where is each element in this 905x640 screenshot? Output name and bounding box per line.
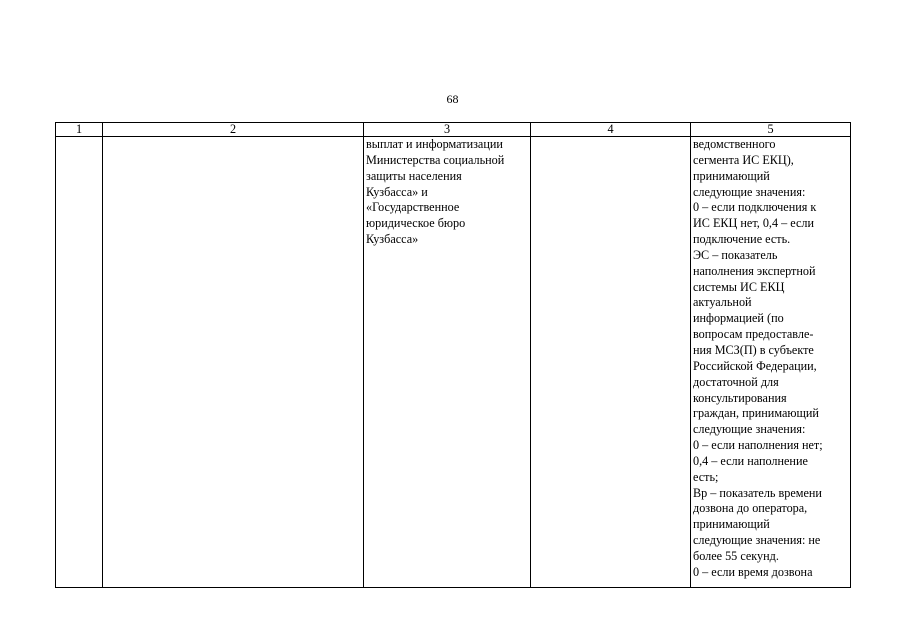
cell-text-line: принимающий xyxy=(693,517,770,532)
cell-text-line: достаточной для xyxy=(693,374,779,389)
cell-text-line: сегмента ИС ЕКЦ), xyxy=(693,152,794,167)
cell-text-line: Министерства социальной xyxy=(366,152,505,167)
document-table xyxy=(55,122,851,588)
column-header: 3 xyxy=(364,123,531,137)
cell-text-line: вопросам предоставле- xyxy=(693,327,814,342)
cell-text-line: 0 – если наполнения нет; xyxy=(693,438,823,453)
column-header: 5 xyxy=(691,123,851,137)
cell-text-line: актуальной xyxy=(693,295,752,310)
cell-text-line: следующие значения: не xyxy=(693,533,821,548)
cell-text-line: подключение есть. xyxy=(693,232,791,247)
table-cell-col1 xyxy=(56,137,103,588)
cell-text-line: Российской Федерации, xyxy=(693,358,817,373)
cell-text-line: системы ИС ЕКЦ xyxy=(693,279,785,294)
table-cell-col3 xyxy=(364,137,531,588)
cell-text-line: защиты населения xyxy=(366,168,462,183)
page-number: 68 xyxy=(446,92,459,106)
cell-text-line: следующие значения: xyxy=(693,422,806,437)
table-cell-col2 xyxy=(103,137,364,588)
cell-text-line: выплат и информатизации xyxy=(366,137,503,151)
cell-text-line: принимающий xyxy=(693,168,770,183)
cell-text-line: более 55 секунд. xyxy=(693,548,779,563)
table-row xyxy=(56,137,851,588)
table-cell-col5 xyxy=(691,137,851,588)
cell-text-line: 0 – если время дозвона xyxy=(693,564,813,579)
column-header: 4 xyxy=(531,123,691,137)
cell-text-line: консультирования xyxy=(693,390,787,405)
cell-text-line: наполнения экспертной xyxy=(693,263,816,278)
cell-text-line: «Государственное xyxy=(366,200,460,215)
cell-text-line: есть; xyxy=(693,469,719,484)
cell-text-line: Кузбасса» xyxy=(366,232,419,247)
cell-text-line: ния МСЗ(П) в субъекте xyxy=(693,342,814,357)
cell-text-line: 0 – если подключения к xyxy=(693,200,817,215)
column-header: 2 xyxy=(103,123,364,137)
cell-text-line: Кузбасса» и xyxy=(366,184,428,199)
table-cell-col4 xyxy=(531,137,691,588)
table-header-row xyxy=(56,123,851,137)
column-header: 1 xyxy=(56,123,103,137)
cell-text-line: 0,4 – если наполнение xyxy=(693,453,808,468)
cell-text-line: дозвона до оператора, xyxy=(693,501,808,516)
cell-text-line: ведомственного xyxy=(693,137,776,151)
cell-text-line: ИС ЕКЦ нет, 0,4 – если xyxy=(693,216,814,231)
cell-text-line: ЭС – показатель xyxy=(693,247,778,262)
cell-text-line: граждан, принимающий xyxy=(693,406,819,421)
cell-text-line: информацией (по xyxy=(693,311,784,326)
cell-text-line: следующие значения: xyxy=(693,184,806,199)
cell-text-line: юридическое бюро xyxy=(366,216,466,231)
cell-text-line: Вр – показатель времени xyxy=(693,485,822,500)
